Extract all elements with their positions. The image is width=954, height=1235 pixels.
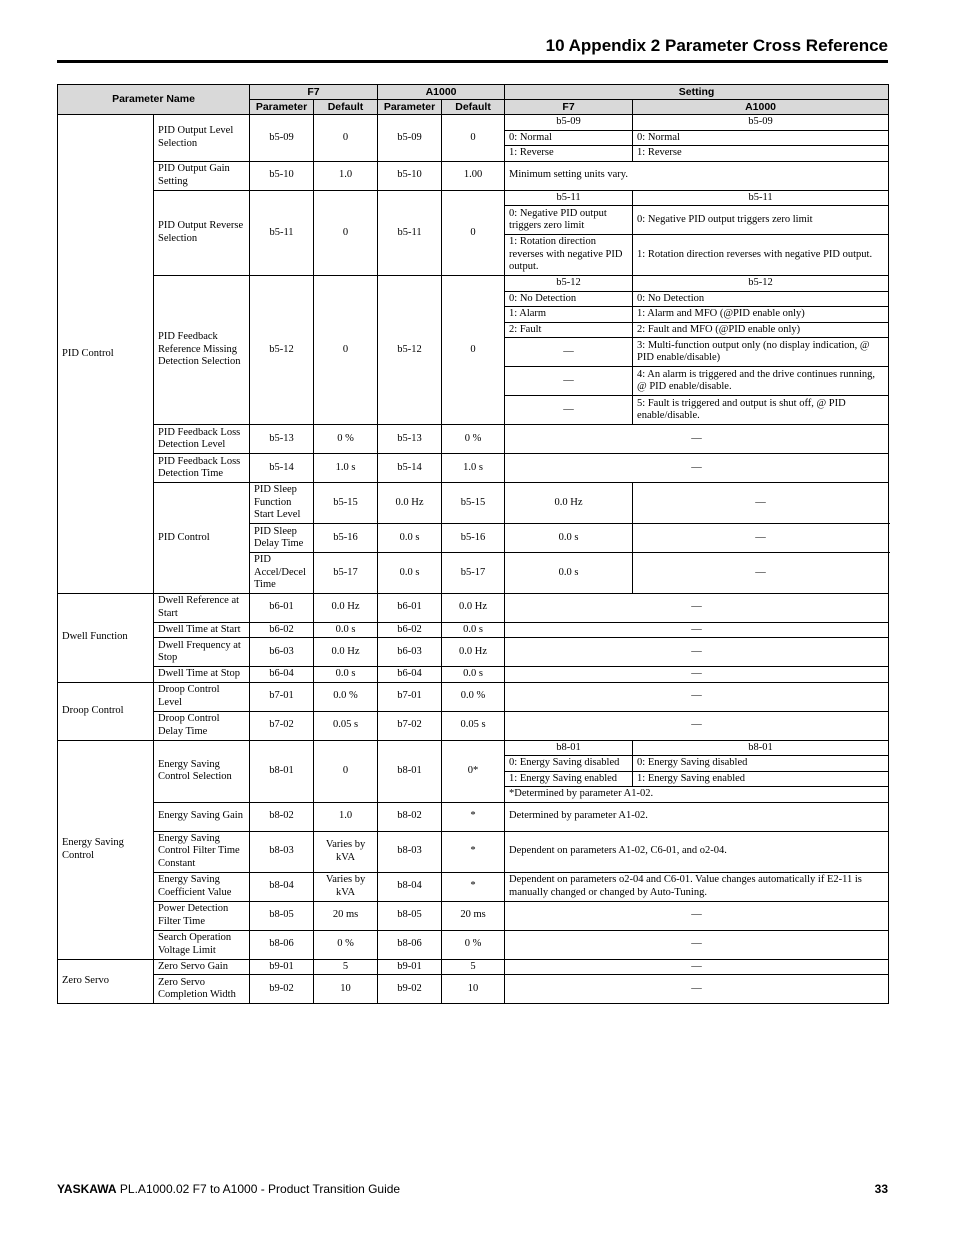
col-f7-default: Default [314, 100, 378, 115]
setting-note: — [505, 959, 889, 975]
f7-param: b6-02 [250, 622, 314, 638]
setting-note: — [505, 622, 889, 638]
group-label: Droop Control [58, 682, 154, 740]
param-name: PID Sleep Delay Time [250, 524, 314, 553]
a1000-param: b9-01 [378, 959, 442, 975]
f7-param: b9-02 [250, 975, 314, 1004]
a1000-default: 20 ms [442, 901, 505, 930]
col-parameter-name: Parameter Name [58, 85, 250, 115]
document-title: PL.A1000.02 F7 to A1000 - Product Transition Guide [119, 1182, 401, 1196]
group-label: Dwell Function [58, 593, 154, 682]
f7-param: b5-13 [250, 425, 314, 454]
a1000-default: * [442, 831, 505, 872]
setting-a1000: 1: Reverse [633, 146, 889, 162]
setting-note: — [505, 930, 889, 959]
f7-default: Varies by kVA [314, 831, 378, 872]
setting-f7: — [505, 367, 633, 396]
a1000-param: b5-17 [442, 553, 505, 594]
param-name: PID Output Gain Setting [154, 161, 250, 190]
setting-f7: 1: Rotation direction reverses with negative PID output. [505, 235, 633, 276]
f7-default: 0 % [314, 930, 378, 959]
param-name: Droop Control Delay Time [154, 711, 250, 740]
f7-param: b5-09 [250, 115, 314, 162]
f7-param: b9-01 [250, 959, 314, 975]
f7-default: 1.0 [314, 802, 378, 831]
a1000-default: 0.0 Hz [442, 593, 505, 622]
group-label: Energy Saving Control [58, 740, 154, 959]
setting-a1000: 1: Alarm and MFO (@PID enable only) [633, 307, 889, 323]
setting-note: — [505, 901, 889, 930]
a1000-default: 1.00 [442, 161, 505, 190]
col-a1000-parameter: Parameter [378, 100, 442, 115]
setting-f7: 0: Normal [505, 130, 633, 146]
table-row [58, 483, 889, 524]
setting-a1000: 0: Energy Saving disabled [633, 756, 889, 772]
f7-default: 0.0 s [378, 524, 442, 553]
setting-f7: — [505, 338, 633, 367]
table-row [58, 667, 889, 683]
f7-param: b6-04 [250, 667, 314, 683]
setting-head-a1000: b5-11 [633, 190, 889, 206]
setting-a1000: 1: Rotation direction reverses with negative PID output. [633, 235, 889, 276]
table-row [58, 190, 889, 206]
f7-default: 0 [314, 190, 378, 276]
setting-note: — [633, 553, 889, 594]
param-name: PID Output Reverse Selection [154, 190, 250, 276]
setting-f7: 1: Energy Saving enabled [505, 771, 633, 787]
f7-param: b8-02 [250, 802, 314, 831]
setting-footnote: *Determined by parameter A1-02. [505, 787, 889, 803]
f7-param: b7-01 [250, 682, 314, 711]
a1000-param: b6-03 [378, 638, 442, 667]
a1000-param: b6-01 [378, 593, 442, 622]
setting-note: — [505, 667, 889, 683]
a1000-param: b5-09 [378, 115, 442, 162]
col-f7: F7 [250, 85, 378, 100]
param-name: Zero Servo Completion Width [154, 975, 250, 1004]
param-name: Dwell Time at Start [154, 622, 250, 638]
setting-a1000: 0: No Detection [633, 291, 889, 307]
f7-default: 0.0 % [314, 682, 378, 711]
param-name: Energy Saving Gain [154, 802, 250, 831]
setting-head-f7: b5-09 [505, 115, 633, 131]
table-row [58, 161, 889, 190]
setting-note: Dependent on parameters o2-04 and C6-01. Value changes automatically if E2-11 is manually changed or changed by Auto-Tuning. [505, 872, 889, 901]
a1000-param: b8-04 [378, 872, 442, 901]
param-name: PID Feedback Reference Missing Detection Selection [154, 276, 250, 425]
f7-default: 1.0 [314, 161, 378, 190]
table-row [58, 115, 889, 131]
brand-name: YASKAWA [57, 1182, 117, 1196]
f7-default: 10 [314, 975, 378, 1004]
param-name: PID Sleep Function Start Level [250, 483, 314, 524]
a1000-default: 0.0 % [442, 682, 505, 711]
a1000-param: b8-01 [378, 740, 442, 802]
setting-note: — [505, 711, 889, 740]
setting-head-a1000: b8-01 [633, 740, 889, 756]
f7-param: b5-17 [314, 553, 378, 594]
setting-a1000: 0: Normal [633, 130, 889, 146]
f7-default: 0 [314, 276, 378, 425]
f7-default: 0.0 s [314, 622, 378, 638]
table-row [58, 901, 889, 930]
param-name: PID Feedback Loss Detection Level [154, 425, 250, 454]
table-row [58, 831, 889, 872]
setting-head-f7: b8-01 [505, 740, 633, 756]
table-row [58, 425, 889, 454]
a1000-param: b8-02 [378, 802, 442, 831]
col-setting-f7: F7 [505, 100, 633, 115]
table-row [58, 593, 889, 622]
table-row [58, 959, 889, 975]
a1000-default: 0.0 s [442, 667, 505, 683]
col-a1000-default: Default [442, 100, 505, 115]
param-name: Dwell Reference at Start [154, 593, 250, 622]
f7-param: b8-01 [250, 740, 314, 802]
page-number: 33 [874, 1182, 888, 1196]
f7-param: b5-14 [250, 454, 314, 483]
a1000-param: b8-06 [378, 930, 442, 959]
setting-note: — [505, 425, 889, 454]
f7-default: 0.0 Hz [314, 638, 378, 667]
f7-param: b8-06 [250, 930, 314, 959]
table-row [58, 872, 889, 901]
a1000-default: 0 [442, 115, 505, 162]
a1000-default: * [442, 802, 505, 831]
a1000-default: 0 % [442, 425, 505, 454]
setting-note: — [505, 593, 889, 622]
param-name: PID Output Level Selection [154, 115, 250, 162]
a1000-default: 5 [442, 959, 505, 975]
f7-default: 1.0 s [314, 454, 378, 483]
setting-note: — [633, 483, 889, 524]
f7-param: b5-15 [314, 483, 378, 524]
setting-a1000: 5: Fault is triggered and output is shut off, @ PID enable/disable. [633, 396, 889, 425]
a1000-param: b5-12 [378, 276, 442, 425]
setting-f7: 0: No Detection [505, 291, 633, 307]
param-name: Search Operation Voltage Limit [154, 930, 250, 959]
a1000-default: 0* [442, 740, 505, 802]
a1000-param: b8-03 [378, 831, 442, 872]
a1000-default: 0.0 s [505, 524, 633, 553]
a1000-default: 0.0 s [505, 553, 633, 594]
setting-f7: 1: Alarm [505, 307, 633, 323]
setting-f7: 0: Negative PID output triggers zero limit [505, 206, 633, 235]
table-row [58, 638, 889, 667]
setting-head-a1000: b5-12 [633, 276, 889, 292]
f7-param: b7-02 [250, 711, 314, 740]
f7-param: b8-05 [250, 901, 314, 930]
setting-note: — [505, 638, 889, 667]
param-name: Zero Servo Gain [154, 959, 250, 975]
table-row [58, 740, 889, 756]
param-name: Energy Saving Coefficient Value [154, 872, 250, 901]
f7-param: b5-12 [250, 276, 314, 425]
f7-default: 0.0 Hz [314, 593, 378, 622]
setting-a1000: 2: Fault and MFO (@PID enable only) [633, 322, 889, 338]
a1000-param: b5-16 [442, 524, 505, 553]
f7-param: b8-03 [250, 831, 314, 872]
f7-param: b5-11 [250, 190, 314, 276]
param-name: Dwell Frequency at Stop [154, 638, 250, 667]
setting-note: — [505, 975, 889, 1004]
page-footer [57, 1182, 888, 1196]
group-label: PID Control [154, 483, 250, 594]
param-name: Energy Saving Control Selection [154, 740, 250, 802]
header-rule [57, 60, 888, 63]
col-a1000: A1000 [378, 85, 505, 100]
a1000-default: 0.0 s [442, 622, 505, 638]
f7-default: 0.0 s [314, 667, 378, 683]
table-row [58, 276, 889, 292]
table-row [58, 682, 889, 711]
f7-param: b6-01 [250, 593, 314, 622]
a1000-default: 0 [442, 190, 505, 276]
setting-a1000: 3: Multi-function output only (no display indication, @ PID enable/disable) [633, 338, 889, 367]
group-label: PID Control [58, 115, 154, 594]
setting-head-f7: b5-12 [505, 276, 633, 292]
a1000-param: b6-02 [378, 622, 442, 638]
a1000-param: b7-02 [378, 711, 442, 740]
table-row [58, 802, 889, 831]
f7-default: 0 % [314, 425, 378, 454]
a1000-param: b6-04 [378, 667, 442, 683]
f7-default: 20 ms [314, 901, 378, 930]
f7-default: 0 [314, 115, 378, 162]
col-setting: Setting [505, 85, 889, 100]
setting-a1000: 1: Energy Saving enabled [633, 771, 889, 787]
a1000-default: 0 % [442, 930, 505, 959]
table-row [58, 711, 889, 740]
a1000-param: b5-11 [378, 190, 442, 276]
f7-param: b5-10 [250, 161, 314, 190]
a1000-default: * [442, 872, 505, 901]
f7-param: b5-16 [314, 524, 378, 553]
f7-param: b8-04 [250, 872, 314, 901]
setting-f7: 2: Fault [505, 322, 633, 338]
setting-note: — [505, 454, 889, 483]
group-label: Zero Servo [58, 959, 154, 1004]
setting-head-f7: b5-11 [505, 190, 633, 206]
col-f7-parameter: Parameter [250, 100, 314, 115]
f7-default: 5 [314, 959, 378, 975]
a1000-param: b5-14 [378, 454, 442, 483]
a1000-param: b9-02 [378, 975, 442, 1004]
a1000-param: b5-10 [378, 161, 442, 190]
a1000-default: 0.0 Hz [442, 638, 505, 667]
setting-a1000: 0: Negative PID output triggers zero limit [633, 206, 889, 235]
param-name: PID Accel/Decel Time [250, 553, 314, 594]
table-header-row [58, 85, 889, 100]
setting-note: Dependent on parameters A1-02, C6-01, and o2-04. [505, 831, 889, 872]
col-setting-a1000: A1000 [633, 100, 889, 115]
f7-default: 0 [314, 740, 378, 802]
setting-a1000: 4: An alarm is triggered and the drive continues running, @ PID enable/disable. [633, 367, 889, 396]
param-name: Energy Saving Control Filter Time Constant [154, 831, 250, 872]
f7-default: Varies by kVA [314, 872, 378, 901]
a1000-default: 0.0 Hz [505, 483, 633, 524]
setting-note: Determined by parameter A1-02. [505, 802, 889, 831]
a1000-default: 10 [442, 975, 505, 1004]
f7-param: b6-03 [250, 638, 314, 667]
table-row [58, 930, 889, 959]
a1000-param: b5-13 [378, 425, 442, 454]
setting-f7: — [505, 396, 633, 425]
param-name: PID Feedback Loss Detection Time [154, 454, 250, 483]
setting-note: — [633, 524, 889, 553]
a1000-default: 0 [442, 276, 505, 425]
a1000-default: 1.0 s [442, 454, 505, 483]
parameter-table [57, 84, 889, 1004]
table-row [58, 975, 889, 1004]
f7-default: 0.05 s [314, 711, 378, 740]
a1000-param: b8-05 [378, 901, 442, 930]
table-row [58, 454, 889, 483]
a1000-param: b7-01 [378, 682, 442, 711]
setting-note: — [505, 682, 889, 711]
a1000-param: b5-15 [442, 483, 505, 524]
param-name: Droop Control Level [154, 682, 250, 711]
setting-f7: 0: Energy Saving disabled [505, 756, 633, 772]
param-name: Power Detection Filter Time [154, 901, 250, 930]
setting-note: Minimum setting units vary. [505, 161, 889, 190]
param-name: Dwell Time at Stop [154, 667, 250, 683]
setting-f7: 1: Reverse [505, 146, 633, 162]
table-row [58, 622, 889, 638]
section-title: 10 Appendix 2 Parameter Cross Reference [545, 36, 888, 55]
a1000-default: 0.05 s [442, 711, 505, 740]
f7-default: 0.0 s [378, 553, 442, 594]
f7-default: 0.0 Hz [378, 483, 442, 524]
setting-head-a1000: b5-09 [633, 115, 889, 131]
